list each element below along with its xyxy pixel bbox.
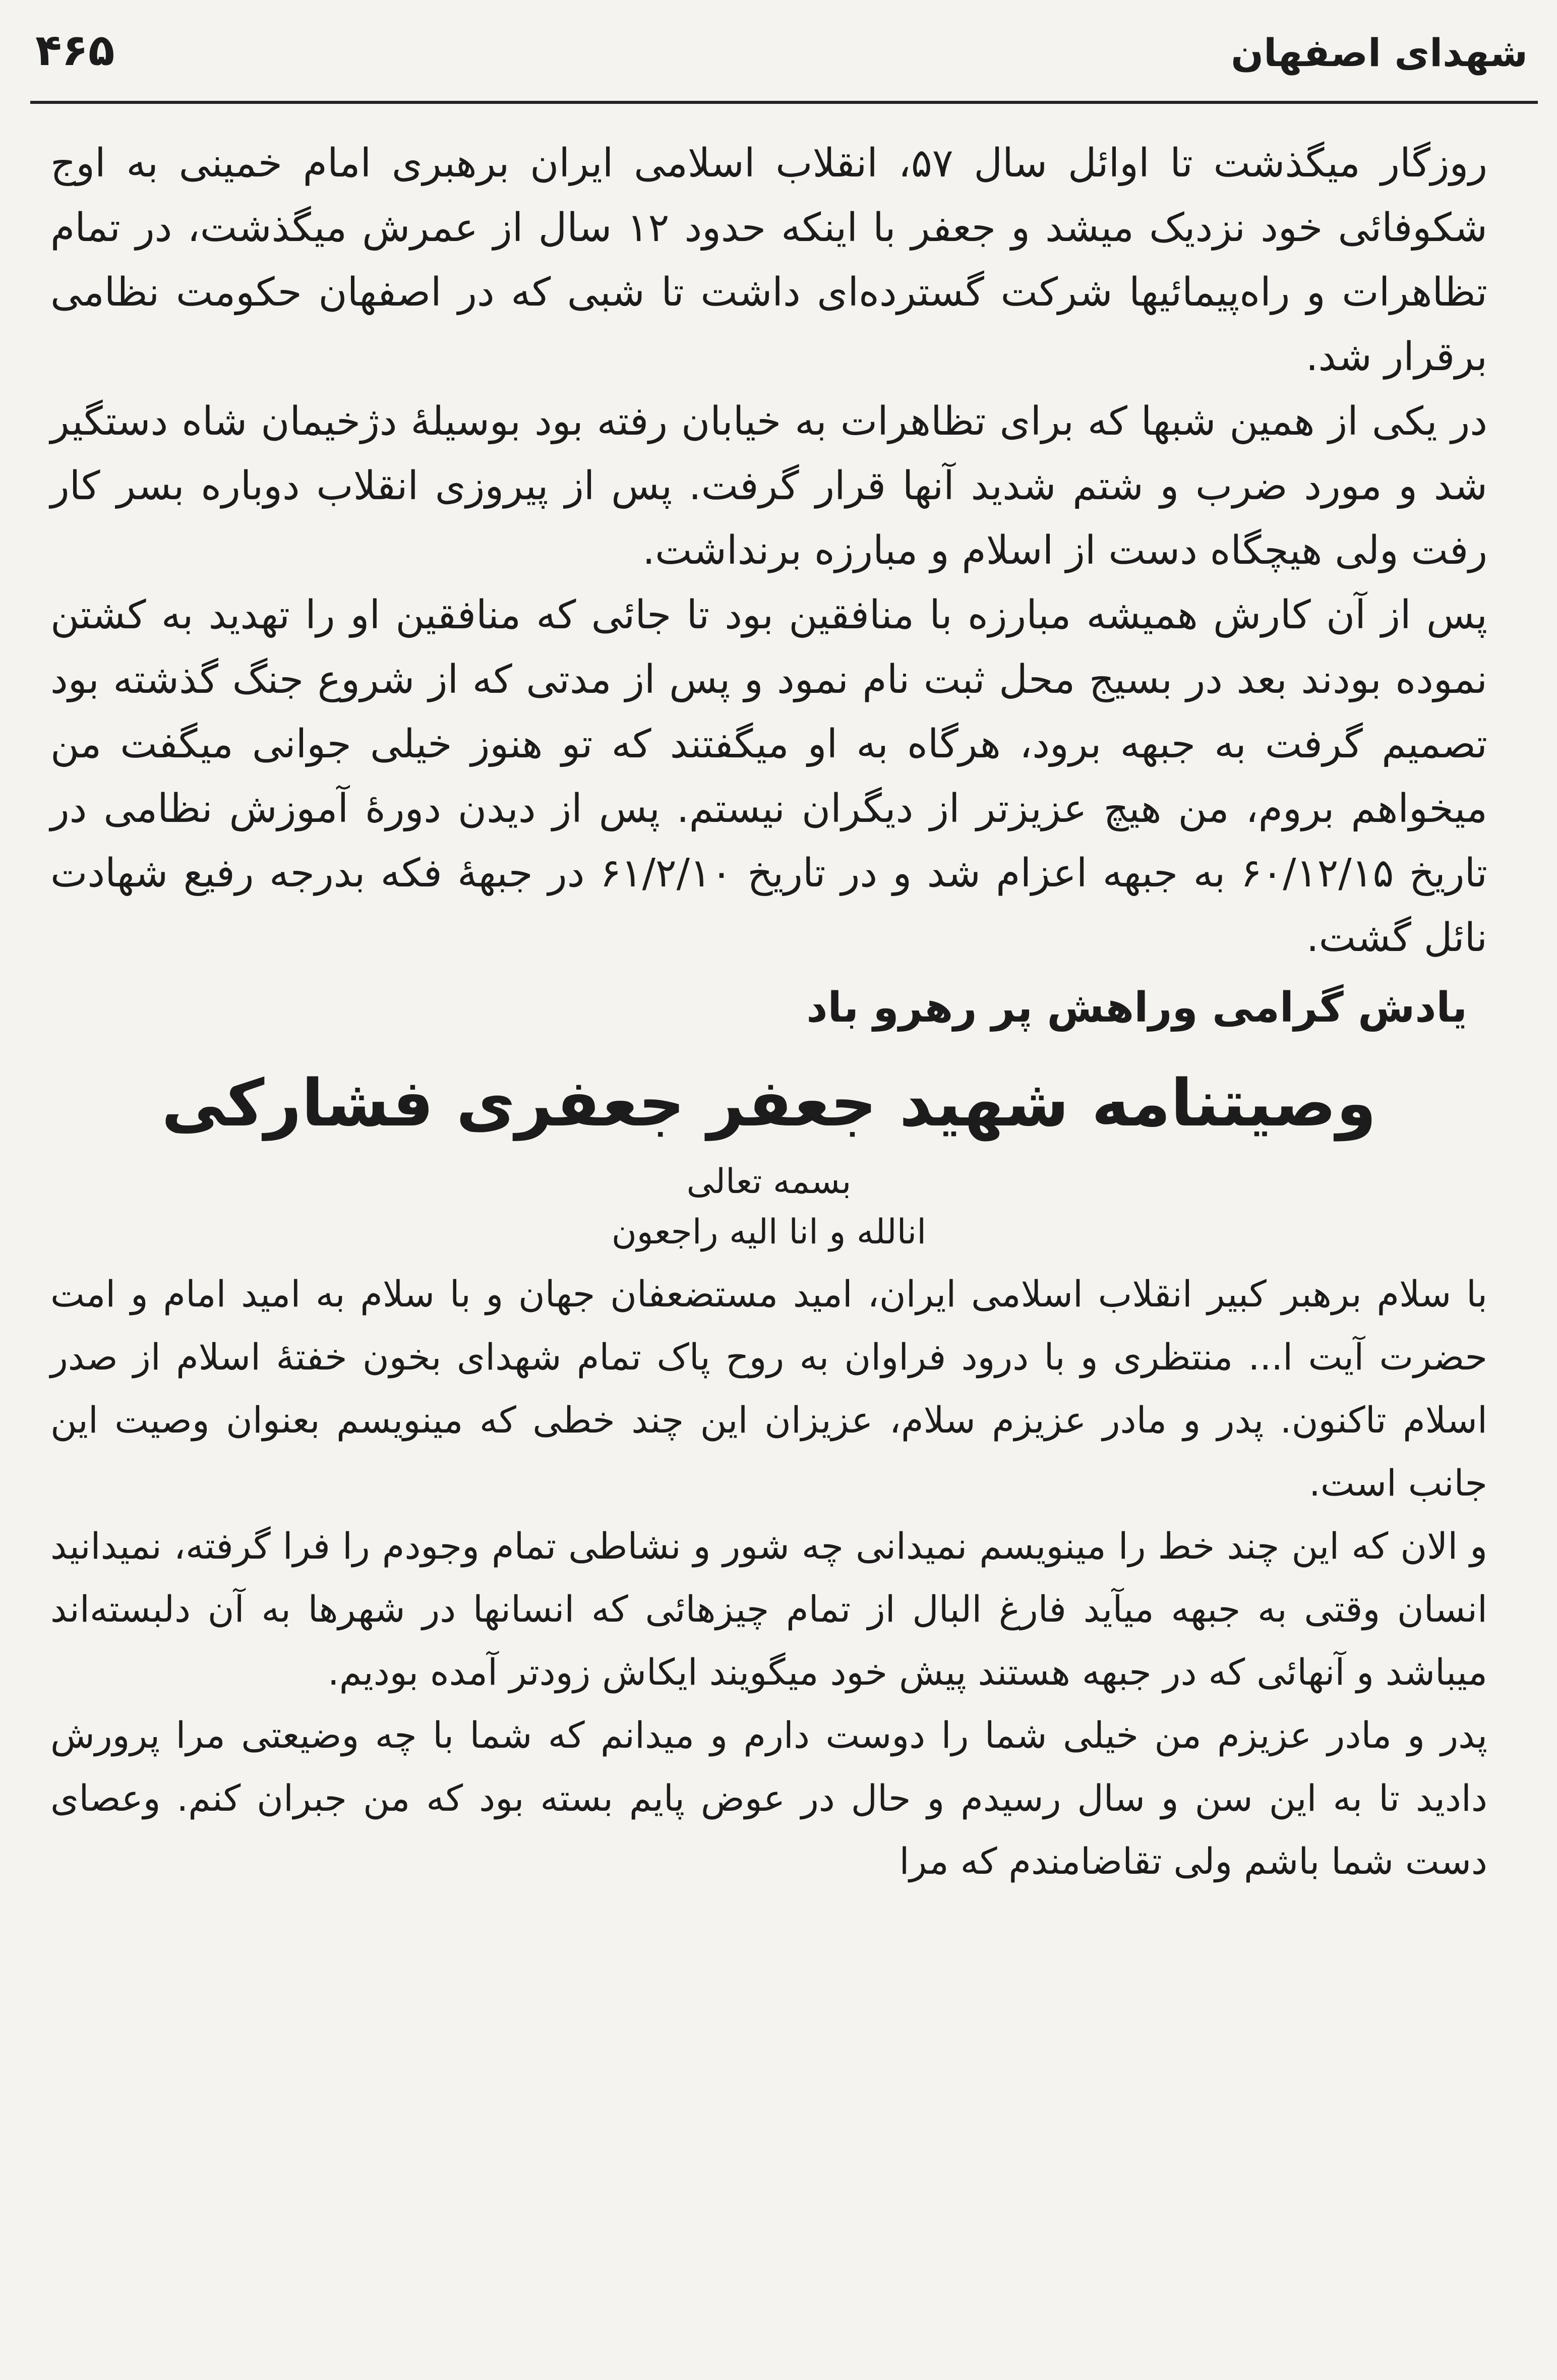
biography-paragraph: پس از آن کارش همیشه مبارزه با منافقین بود تا جائی که منافقین او را تهدید به کشتن نموده بودند بعد در بسیج محل ثبت نام نمود و پس از مدتی که از شروع جنگ گذشته بود تصمیم گرفت به جبهه برود، هرگاه به او میگفتند که تو هنوز خیلی جوانی میگفت من میخواهم بروم، من هیچ عزیزتر از دیگران نیستم. پس از دیدن دورهٔ آموزش نظامی در تاریخ ۶۰/۱۲/۱۵ به جبهه اعزام شد و در تاریخ ۶۱/۲/۱۰ در جبههٔ فکه بدرجه رفیع شهادت نائل گشت. [50, 592, 1488, 961]
book-title: شهدای اصفهان [1231, 30, 1528, 75]
closing-line: یادش گرامی وراهش پر رهرو باد [806, 984, 1467, 1032]
will-paragraph: و الان که این چند خط را مینویسم نمیدانی چه شور و نشاطی تمام وجودم را فرا گرفته، نمیدانید انسان وقتی به جبهه میآید فارغ البال از تمام چیزهائی که انسانها در شهرها به آن دلبسته‌اند میباشد و آنهائی که در جبهه هستند پیش خود میگویند ایکاش زودتر آمده بودیم. [50, 1525, 1487, 1693]
page-number: ۴۶۵ [35, 25, 115, 76]
page-body [50, 131, 1487, 1893]
will-title: وصیتنامه شهید جعفر جعفری فشارکی [161, 1066, 1376, 1141]
biography-section [50, 131, 1487, 970]
biography-paragraph: روزگار میگذشت تا اوائل سال ۵۷، انقلاب اسلامی ایران برهبری امام خمینی به اوج شکوفائی خود نزدیک میشد و جعفر با اینکه حدود ۱۲ سال از عمرش میگذشت، در تمام تظاهرات و راه‌پیمائیها شرکت گسترده‌ای داشت تا شبی که در اصفهان حکومت نظامی برقرار شد. [50, 141, 1488, 380]
will-paragraph: پدر و مادر عزیزم من خیلی شما را دوست دارم و میدانم که شما با چه وضیعتی مرا پرورش دادید تا به این سن و سال رسیدم و حال در عوض پایم بسته بود که من جبران کنم. وعصای دست شما باشم ولی تقاضامندم که مرا [50, 1714, 1487, 1882]
will-paragraph: با سلام برهبر کبیر انقلاب اسلامی ایران، امید مستضعفان جهان و با سلام به امید امام و امت حضرت آیت ا... منتظری و با درود فراوان به روح پاک تمام شهدای بخون خفتهٔ اسلام از صدر اسلام تاکنون. پدر و مادر عزیزم سلام، عزیزان این چند خطی که مینویسم بعنوان وصیت این جانب است. [50, 1273, 1487, 1504]
bismillah: بسمه تعالی [686, 1162, 852, 1202]
biography-paragraph: در یکی از همین شبها که برای تظاهرات به خیابان رفته بود بوسیلهٔ دژخیمان شاه دستگیر شد و مورد ضرب و شتم شدید آنها قرار گرفت. پس از پیروزی انقلاب دوباره بسر کار رفت ولی هیچگاه دست از اسلام و مبارزه برنداشت. [50, 399, 1487, 573]
will-section [50, 1263, 1487, 1893]
verse: انالله و انا الیه راجعون [611, 1212, 927, 1252]
page-header [30, 25, 1538, 104]
